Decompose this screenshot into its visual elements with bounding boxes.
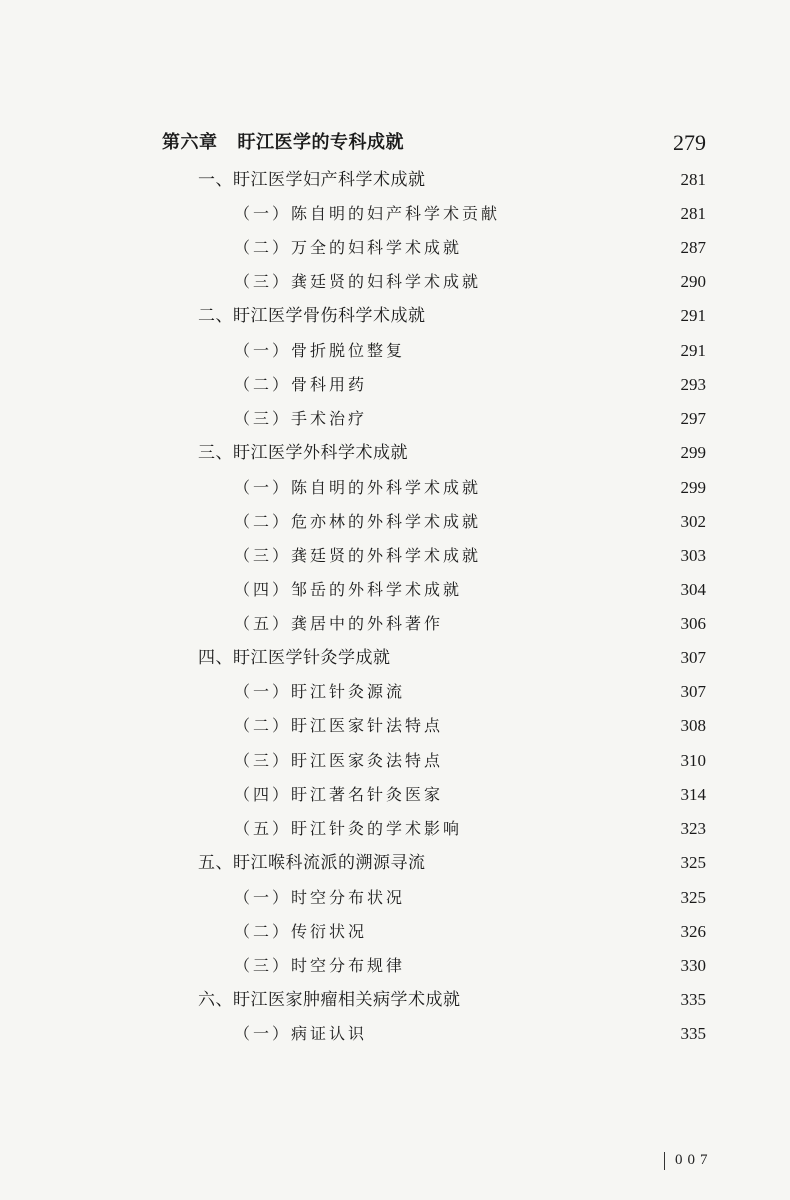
toc-entry-title: （五）盱江针灸的学术影响 [234, 819, 463, 838]
toc-entry-title: 五、盱江喉科流派的溯源寻流 [198, 853, 426, 873]
toc-entry-page: 281 [680, 204, 706, 223]
toc-entry-page: 310 [680, 751, 706, 770]
toc-entry-title: 一、盱江医学妇产科学术成就 [198, 170, 426, 190]
toc-entry-title: （一）陈自明的妇产科学术贡献 [234, 204, 501, 223]
toc-subsection-item[interactable] [234, 370, 706, 400]
toc-entry-title: （三）龚廷贤的外科学术成就 [234, 546, 482, 565]
toc-entry-title: （三）龚廷贤的妇科学术成就 [234, 272, 482, 291]
toc-entry-title: （五）龚居中的外科著作 [234, 614, 444, 633]
toc-subsection-item[interactable] [234, 507, 706, 537]
toc-entry-page: 299 [680, 478, 706, 497]
toc-entry-page: 291 [680, 306, 706, 325]
toc-subsection-item[interactable] [234, 746, 706, 776]
toc-entry-page: 299 [680, 443, 706, 462]
toc-entry-title: （四）盱江著名针灸医家 [234, 785, 444, 804]
toc-entry-title: 四、盱江医学针灸学成就 [198, 648, 391, 668]
toc-entry-page: 303 [680, 546, 706, 565]
toc-subsection-item[interactable] [234, 267, 706, 297]
toc-section-item[interactable] [198, 301, 706, 331]
toc-entry-page: 290 [680, 272, 706, 291]
toc-section-item[interactable] [198, 438, 706, 468]
footer-divider [664, 1152, 665, 1170]
toc-subsection-item[interactable] [234, 883, 706, 913]
toc-entry-page: 325 [680, 853, 706, 872]
toc-subsection-item[interactable] [234, 404, 706, 434]
toc-subsection-item[interactable] [234, 780, 706, 810]
toc-section-item[interactable] [198, 165, 706, 195]
toc-entry-title: （二）万全的妇科学术成就 [234, 238, 463, 257]
toc-entry-page: 335 [680, 990, 706, 1009]
toc-entry-title: （二）盱江医家针法特点 [234, 716, 444, 735]
toc-subsection-item[interactable] [234, 473, 706, 503]
toc-entry-page: 308 [680, 716, 706, 735]
toc-entry-title: （一）盱江针灸源流 [234, 682, 406, 701]
toc-subsection-item[interactable] [234, 917, 706, 947]
toc-entry-page: 306 [680, 614, 706, 633]
toc-section-item[interactable] [198, 985, 706, 1015]
toc-entry-page: 326 [680, 922, 706, 941]
toc-subsection-item[interactable] [234, 336, 706, 366]
toc-entry-title: （二）危亦林的外科学术成就 [234, 512, 482, 531]
page-footer [664, 1148, 713, 1172]
chapter-page-number: 279 [673, 130, 706, 155]
toc-entry-title: （四）邹岳的外科学术成就 [234, 580, 463, 599]
toc-entry-page: 335 [680, 1024, 706, 1043]
toc-entry-page: 302 [680, 512, 706, 531]
toc-subsection-item[interactable] [234, 1019, 706, 1049]
toc-entry-title: 六、盱江医家肿瘤相关病学术成就 [198, 990, 461, 1010]
toc-entry-page: 314 [680, 785, 706, 804]
toc-subsection-item[interactable] [234, 951, 706, 981]
toc-entry-page: 291 [680, 341, 706, 360]
toc-section-item[interactable] [198, 643, 706, 673]
chapter-title [162, 126, 404, 160]
toc-entry-page: 325 [680, 888, 706, 907]
chapter-name: 盱江医学的专科成就 [237, 132, 404, 153]
toc-entry-page: 330 [680, 956, 706, 975]
toc-entry-title: （一）病证认识 [234, 1024, 368, 1043]
toc-subsection-item[interactable] [234, 575, 706, 605]
page-number: 007 [675, 1152, 713, 1168]
toc-subsection-item[interactable] [234, 677, 706, 707]
chapter-label: 第六章 [162, 132, 218, 153]
toc-entry-page: 304 [680, 580, 706, 599]
toc-entry-page: 281 [680, 170, 706, 189]
toc-subsection-item[interactable] [234, 711, 706, 741]
toc-entry-title: 二、盱江医学骨伤科学术成就 [198, 306, 426, 326]
toc-entry-title: （三）盱江医家灸法特点 [234, 751, 444, 770]
toc-entry-title: （二）骨科用药 [234, 375, 368, 394]
toc-entry-title: （一）时空分布状况 [234, 888, 406, 907]
toc-entry-page: 293 [680, 375, 706, 394]
toc-entry-title: 三、盱江医学外科学术成就 [198, 443, 408, 463]
chapter-heading[interactable] [162, 126, 706, 160]
toc-subsection-item[interactable] [234, 609, 706, 639]
toc-entry-title: （三）时空分布规律 [234, 956, 406, 975]
toc-subsection-item[interactable] [234, 199, 706, 229]
toc-entry-page: 323 [680, 819, 706, 838]
toc-subsection-item[interactable] [234, 233, 706, 263]
toc-entry-page: 307 [680, 648, 706, 667]
toc-entry-page: 307 [680, 682, 706, 701]
toc-entry-title: （一）骨折脱位整复 [234, 341, 406, 360]
toc-subsection-item[interactable] [234, 541, 706, 571]
toc-entry-page: 297 [680, 409, 706, 428]
toc-entry-page: 287 [680, 238, 706, 257]
toc-entry-title: （三）手术治疗 [234, 409, 368, 428]
toc-section-item[interactable] [198, 848, 706, 878]
toc-entry-title: （一）陈自明的外科学术成就 [234, 478, 482, 497]
toc-subsection-item[interactable] [234, 814, 706, 844]
toc-entry-title: （二）传衍状况 [234, 922, 368, 941]
